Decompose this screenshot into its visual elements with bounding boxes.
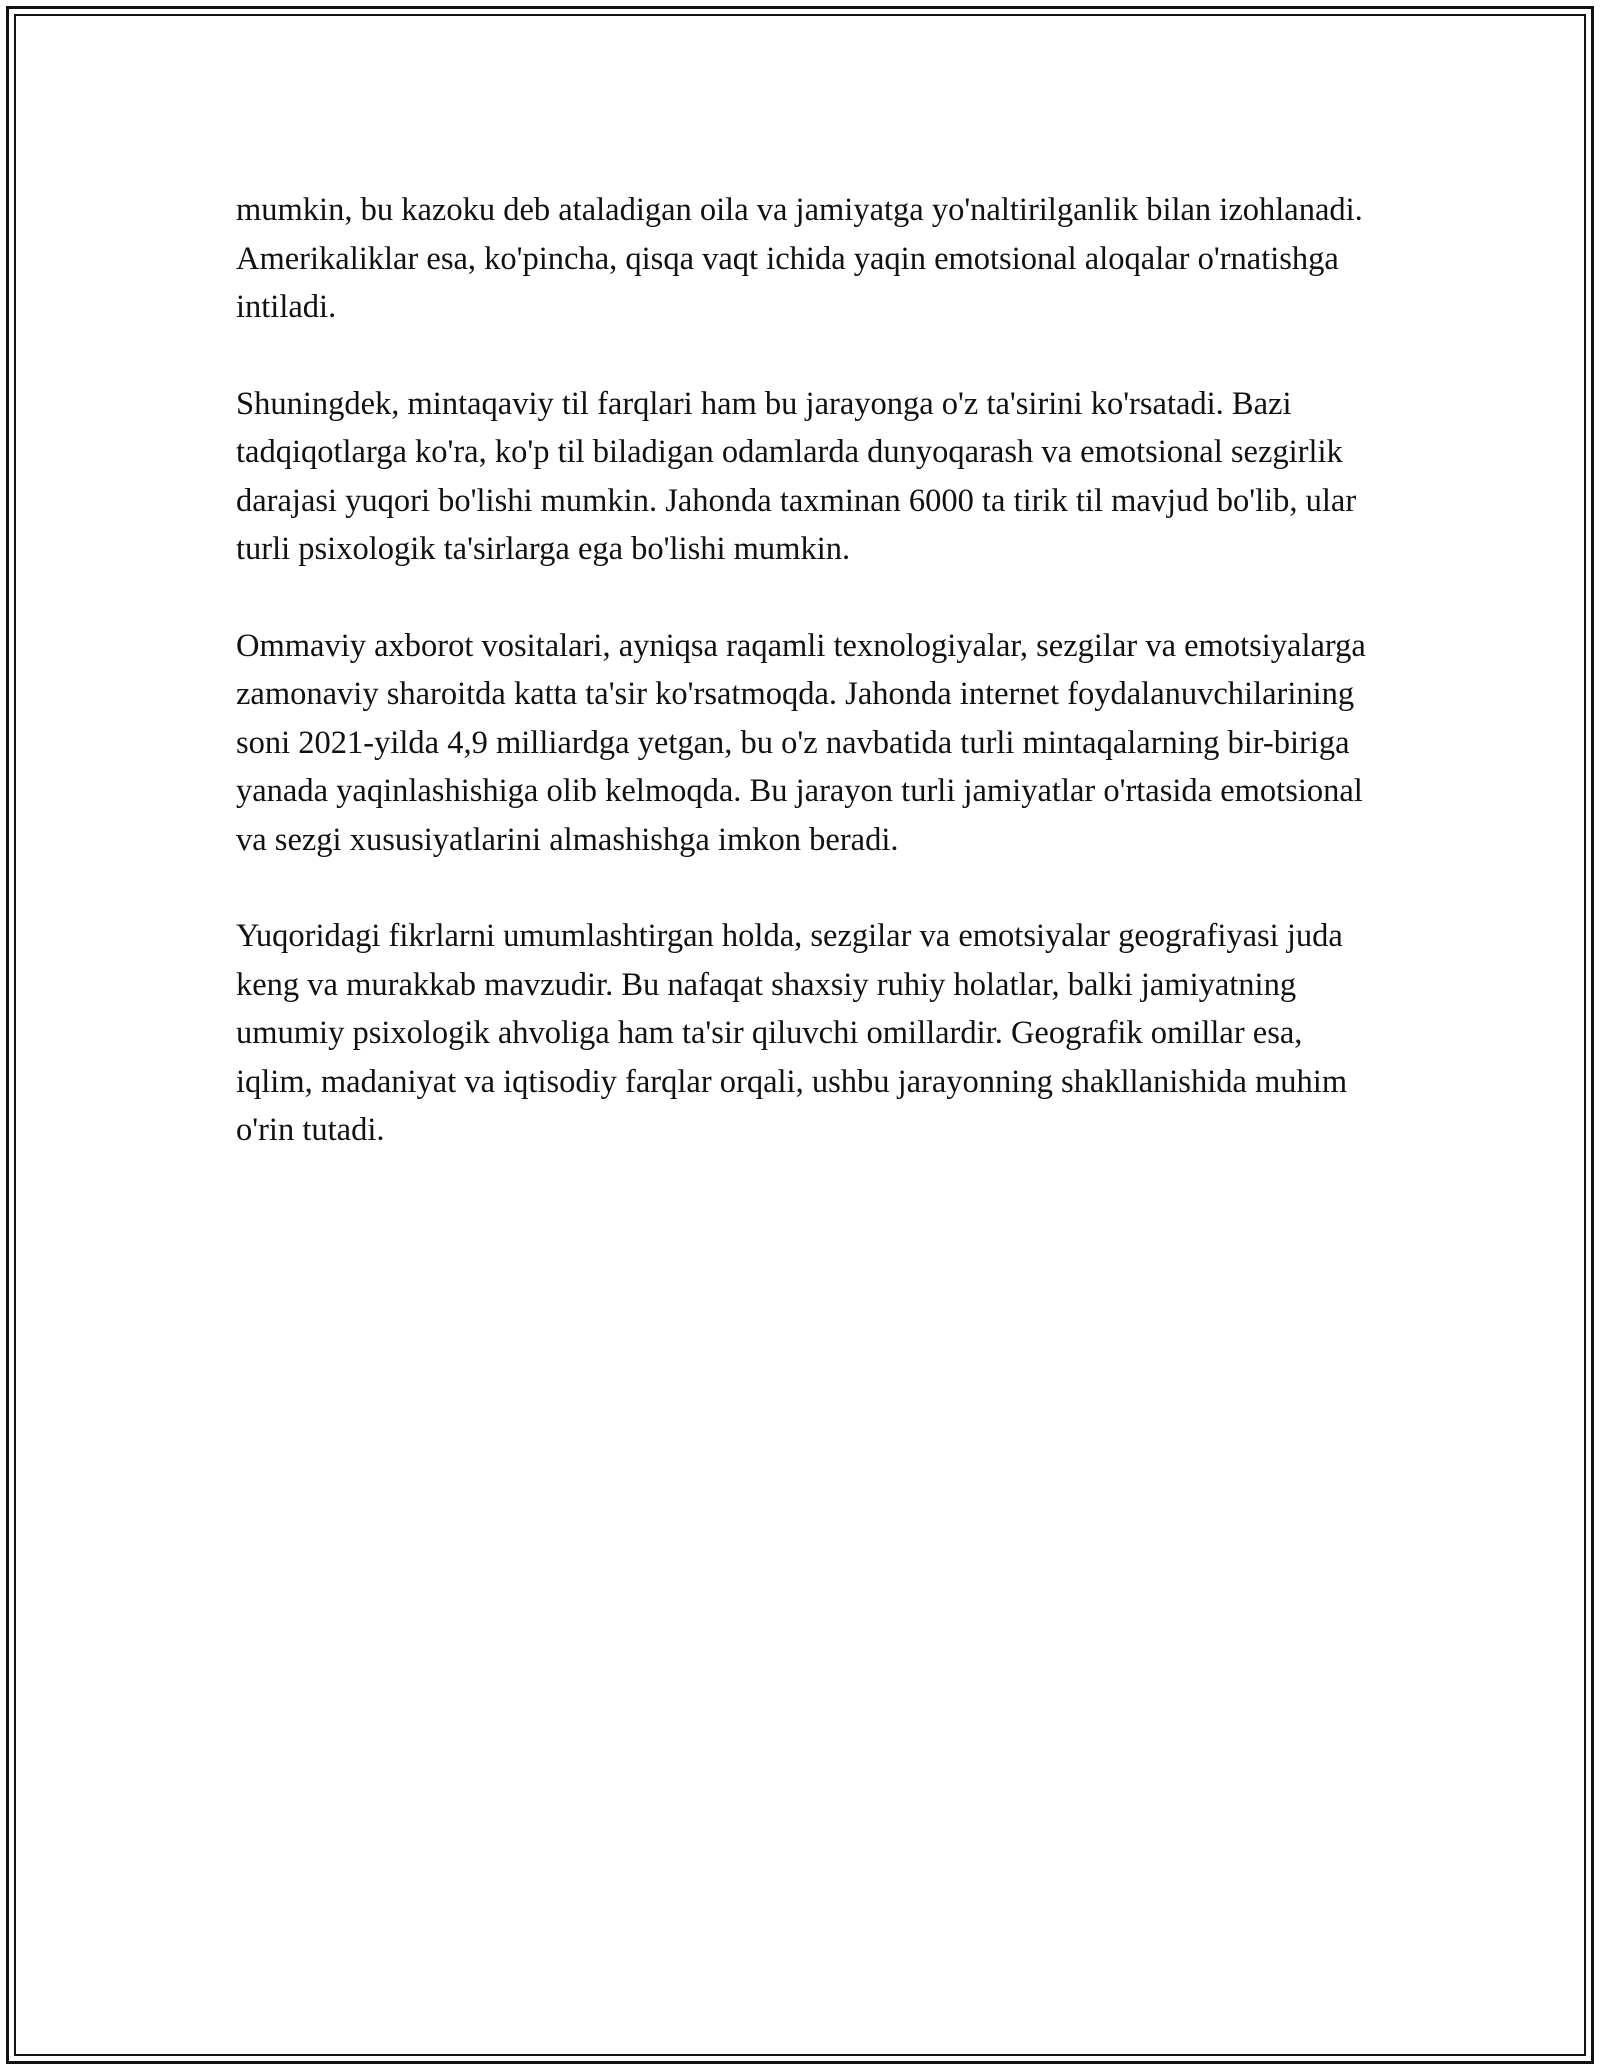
paragraph-2: Shuningdek, mintaqaviy til farqlari ham bu jarayonga o'z ta'sirini ko'rsatadi. Bazi tadqiqotlarga ko'ra, ko'p til biladigan odamlarda dunyoqarash va emotsional sezgirlik darajasi yuqori bo'lishi mumkin. Jahonda taxminan 6000 ta tirik til mavjud bo'lib, ular turli psixologik ta'sirlarga ega bo'lishi mumkin. (236, 385, 1357, 567)
paragraph-4: Yuqoridagi fikrlarni umumlashtirgan holda, sezgilar va emotsiyalar geografiyasi juda keng va murakkab mavzudir. Bu nafaqat shaxsiy ruhiy holatlar, balki jamiyatning umumiy psixologik ahvoliga ham ta'sir qiluvchi omillardir. Geografik omillar esa, iqlim, madaniyat va iqtisodiy farqlar orqali, ushbu jarayonning shakllanishida muhim o'rin tutadi. (236, 918, 1348, 1148)
paragraph-1: mumkin, bu kazoku deb ataladigan oila va jamiyatga yo'naltirilganlik bilan izohlanadi. Amerikaliklar esa, ko'pincha, qisqa vaqt ichida yaqin emotsional aloqalar o'rnatishga intiladi. (236, 192, 1363, 325)
paragraph-3: Ommaviy axborot vositalari, ayniqsa raqamli texnologiyalar, sezgilar va emotsiyalarga zamonaviy sharoitda katta ta'sir ko'rsatmoqda. Jahonda internet foydalanuvchilarining soni 2021-yilda 4,9 milliardga yetgan, bu o'z navbatida turli mintaqalarning bir-biriga yanada yaqinlashishiga olib kelmoqda. Bu jarayon turli jamiyatlar o'rtasida emotsional va sezgi xususiyatlarini almashishga imkon beradi. (236, 627, 1366, 858)
document-body (236, 186, 1366, 1203)
